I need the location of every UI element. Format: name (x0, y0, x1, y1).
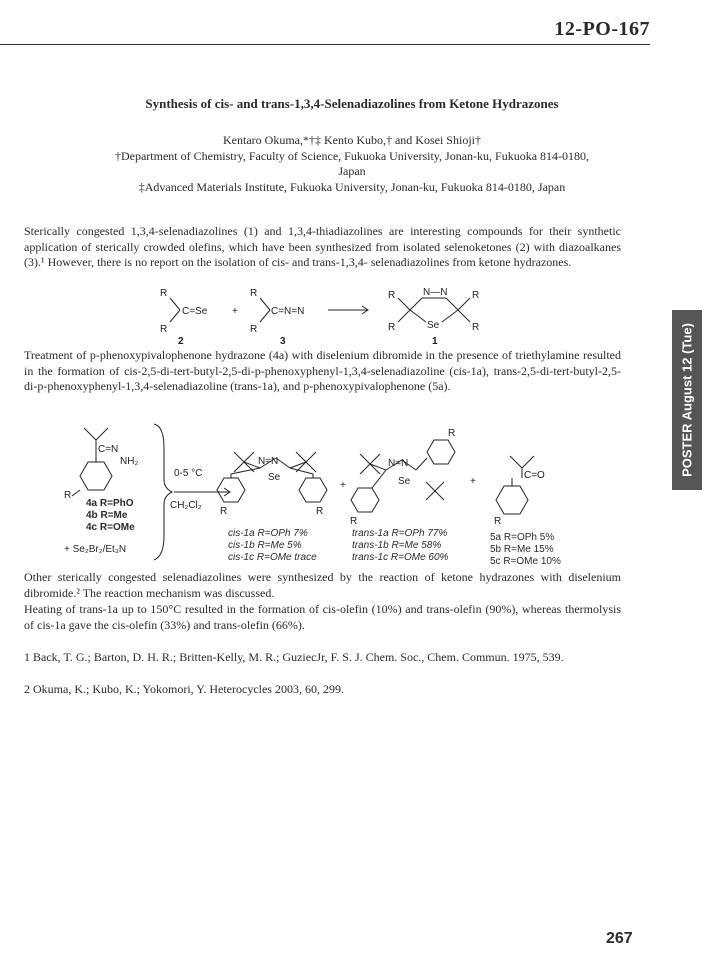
scheme1-nn: N—N (423, 287, 448, 298)
cis-r2: R (316, 506, 324, 517)
reagents-text: + Se₂Br₂/Et₃N (64, 544, 127, 555)
authors: Kentaro Okuma,*†‡ Kento Kubo,† and Kosei Shioji† (223, 133, 481, 147)
poster-date-text: POSTER August 12 (Tue) (679, 323, 695, 477)
diazoalkane-formula: C=N=N (271, 306, 305, 317)
hydrazone-list: 4a R=PhO 4b R=Me 4c R=OMe (86, 498, 135, 533)
scheme1-r6: R (388, 322, 396, 333)
ketone-r: R (494, 516, 502, 527)
condition-solvent: CH₂Cl₂ (170, 500, 202, 511)
scheme1-r4: R (250, 324, 258, 335)
compound-1-label: 1 (432, 336, 438, 346)
selenoketone-formula: C=Se (182, 306, 208, 317)
header-rule (0, 44, 650, 45)
scheme1-r5: R (388, 290, 396, 301)
cis-r1: R (220, 506, 228, 517)
condition-temperature: 0-5 °C (174, 468, 203, 479)
affiliation-1: †Department of Chemistry, Faculty of Science, Fukuoka University, Jonan-ku, Fukuoka 814-0180, (114, 149, 590, 163)
other-paragraph: Other sterically congested selenadiazolines were synthesized by the reaction of ketone hydrazones with diselenium dibromide.² The reaction mechanism was discussed. (24, 570, 621, 600)
reference-2: 2 Okuma, K.; Kubo, K.; Yokomori, Y. Heterocycles 2003, 60, 299. (24, 682, 344, 696)
scheme1-r7: R (472, 290, 480, 301)
hydrazone-cn: C=N (98, 444, 119, 455)
ketone-yield-list: 5a R=OPh 5% 5b R=Me 15% 5c R=OMe 10% (490, 532, 561, 567)
page-number: 267 (606, 930, 633, 947)
scheme1-r3: R (250, 288, 258, 299)
cis-se: Se (268, 472, 281, 483)
trans-r1: R (448, 428, 456, 439)
ketone-co: C=O (524, 470, 545, 481)
compound-2-label: 2 (178, 336, 184, 346)
scheme-1 (140, 284, 510, 346)
scheme1-r8: R (472, 322, 480, 333)
affiliation-1-country: Japan (338, 164, 366, 178)
cis-nn: N=N (258, 456, 279, 467)
scheme1-r1: R (160, 288, 168, 299)
paper-title: Synthesis of cis- and trans-1,3,4-Selenadiazolines from Ketone Hydrazones (145, 96, 559, 111)
poster-date-tab (672, 310, 702, 490)
trans-yield-list: trans-1a R=OPh 77% trans-1b R=Me 58% trans-1c R=OMe 60% (352, 528, 449, 563)
heating-paragraph: Heating of trans-1a up to 150°C resulted in the formation of cis-olefin (10%) and trans-olefin (90%), whereas thermolysis of cis-1a gave the cis-olefin (33%) and trans-olefin (66%). (24, 602, 621, 632)
reference-1: 1 Back, T. G.; Barton, D. H. R.; Britten-Kelly, M. R.; GuziecJr, F. S. J. Chem. Soc., Chem. Commun. 1975, 539. (24, 650, 564, 664)
plus-sign: + (232, 306, 238, 317)
scheme-2 (24, 418, 624, 570)
intro-paragraph: Sterically congested 1,3,4-selenadiazolines (1) and 1,3,4-thiadiazolines are interesting compounds for their synthetic application of sterically crowded olefins, which have been synthesized from isolated selenoketones (2) with diazoalkanes (3).¹ However, there is no report on the isolation of cis- and trans-1,3,4- selenadiazolines from ketone hydrazones. (24, 224, 621, 269)
poster-code: 12-PO-167 (554, 18, 650, 40)
affiliation-2: ‡Advanced Materials Institute, Fukuoka University, Jonan-ku, Fukuoka 814-0180, Japan (138, 180, 566, 194)
hydrazone-r: R (64, 490, 72, 501)
plus-1: + (340, 480, 346, 491)
trans-se: Se (398, 476, 411, 487)
plus-2: + (470, 476, 476, 487)
trans-r2: R (350, 516, 358, 527)
trans-nn: N=N (388, 458, 409, 469)
hydrazone-nh2: NH₂ (120, 456, 139, 467)
compound-3-label: 3 (280, 336, 286, 346)
cis-yield-list: cis-1a R=OPh 7% cis-1b R=Me 5% cis-1c R=OMe trace (228, 528, 317, 563)
treatment-paragraph: Treatment of p-phenoxypivalophenone hydrazone (4a) with diselenium dibromide in the presence of triethylamine resulted in the formation of cis-2,5-di-tert-butyl-2,5-di-p-phenoxyphenyl-1,3,4-selenadiazoline (cis-1a), trans-2,5-di-tert-butyl-2,5-di-p-phenoxyphenyl-1,3,4-selenadiazoline (trans-1a), and p-phenoxypivalophenone (5a). (24, 348, 621, 393)
scheme1-se: Se (427, 320, 440, 331)
scheme1-r2: R (160, 324, 168, 335)
